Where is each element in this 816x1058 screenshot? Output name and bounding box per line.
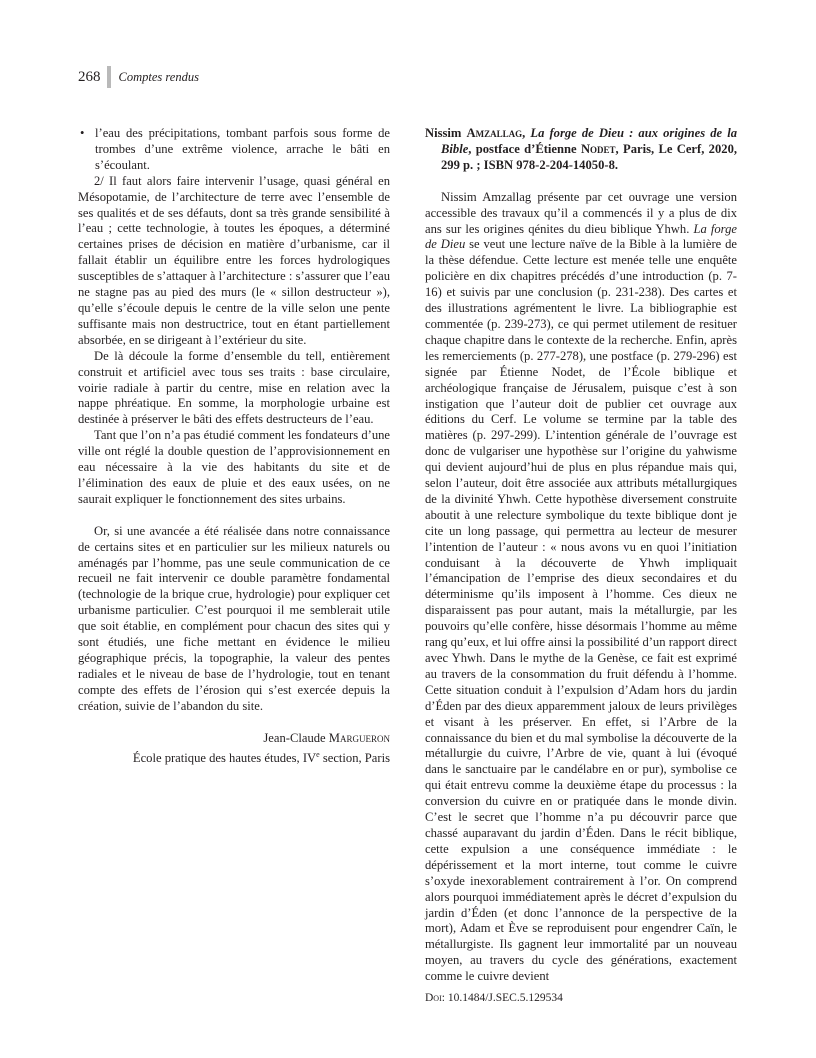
bullet-item [78, 126, 390, 174]
paragraph: 2/ Il faut alors faire intervenir l’usage, quasi général en Mésopotamie, de l’architecture de terre avec l’ensemble de ses qualités et de ses défauts, dont sa très grande sensibilité à l’eau ; cette technologie, à toutes les époques, a déterminé certaines prises de décision en matière d’urbanisme, car il fallait établir un équilibre entre les forces hydrologiques susceptibles de s’attaquer à l’architecture : s’assurer que l’eau ne stagne pas au pied des murs (le « sillon destructeur »), qu’elle s’écoule depuis le centre de la ville selon une pente suffisante mais non destructrice, tout en étant partiellement absorbée, en se dirigeant à l’extérieur du site. [78, 173, 390, 347]
paragraph: Or, si une avancée a été réalisée dans notre connaissance de certains sites et en particulier sur les milieux naturels ou aménagés par l’homme, pas une seule communication de ce recueil ne fait intervenir ce double paramètre fondamental (technologie de la brique crue, hydrologie) pour expliquer cet urbanisme particulier. C’est pourquoi il me semblerait utile que soit établie, en complément pour chacun des sites qui y sont étudiés, une fiche mettant en évidence le milieu géographique précis, la topographie, la valeur des pentes radiales et le niveau de base de l’hydrologie, tout en tenant compte des effets de l’érosion qui s’est exercée depuis la création, suivie de l’abandon du site. [78, 523, 390, 713]
bullet-dot-icon: • [80, 126, 85, 140]
page-number: 268 [78, 68, 101, 85]
left-column [78, 126, 390, 767]
bullet-text: l’eau des précipitations, tombant parfois sous forme de trombes d’une extrême violence, arrache le bâti en s’écoulant. [95, 126, 390, 172]
running-title: Comptes rendus [118, 69, 199, 84]
spacer [78, 508, 390, 524]
spacer [78, 715, 390, 731]
doi-footer: Doi: 10.1484/J.SEC.5.129534 [425, 992, 563, 1004]
header-divider [107, 66, 111, 88]
review-body: Nissim Amzallag présente par cet ouvrage une version accessible des travaux qu’il a commencés il y a plus de dix ans sur les origines qénites du dieu biblique Yhwh. La forge de Dieu se veut une lecture naïve de la Bible à la lumière de la thèse défendue. Cette lecture est menée telle une enquête policière en dix chapitres précédés d’une introduction (p. 7-16) et suivis par une conclusion (p. 231-238). Des cartes et des illustrations agrémentent le livre. La bibliographie est commentée (p. 239-273), ce qui permet utilement de resituer chaque chapitre dans le contexte de la recherche. Enfin, après les remerciements (p. 277-278), une postface (p. 279-296) est signée par Étienne Nodet, de l’École biblique et archéologique française de Jérusalem, puisque c’est à son instigation que l’auteur doit de publier cet ouvrage aux éditions du Cerf. Le volume se termine par la table des matières (p. 297-299). L’intention générale de l’ouvrage est donc de vulgariser une hypothèse sur l’origine du yahwisme qui devient aujourd’hui de plus en plus répandue mais qui, selon l’auteur, doit être associée aux attributs métallurgiques de la divinité Yhwh. Cette hypothèse diversement construite aboutit à une relecture symbolique du texte biblique dont je cite un long passage, qui permettra au lecteur de mesurer l’intention de l’auteur : « nous avons vu en quoi l’initiation conduisant à la découverte de Yhwh impliquait l’émancipation de l’emprise des dieux secondaires et du déterminisme qu’ils imposent à l’homme. Ces dieux ne disparaissent pas pour autant, mais la métallurgie, par les pouvoirs qu’elle confère, hisse désormais l’homme au même rang qu’eux, et lui offre ainsi la possibilité d’un rapport direct avec Yhwh. Dans le mythe de la Genèse, ce fait est exprimé au travers de la consommation du fruit défendu à l’homme. Cette situation conduit à l’expulsion d’Adam hors du jardin d’Éden par des dieux apparemment jaloux de leurs privilèges et visant à les préserver. En effet, si l’Arbre de la connaissance du bien et du mal symbolise la découverte de la métallurgie du cuivre, l’Arbre de vie, quant à lui (évoqué dans le sanctuaire par le candélabre en or pur), symbolise ce qui était entrevu comme la deuxième étape du processus : la conversion du cuivre en or pratiquée dans le monde divin. C’est le secret que l’homme n’a pu découvrir parce que chassé auparavant du jardin d’Éden. Dans le récit biblique, cette expulsion a une conséquence immédiate : le dépérissement et la mort interne, tout comme le cuivre s’oxyde inexorablement contrairement à l’or. On comprend alors pourquoi immédiatement après le décret d’expulsion du jardin d’Éden (et donc l’annonce de la perspective de la mort), Adam et Ève se reproduisent pour engendrer Caïn, le métallurgiste. Ils gagnent leur immortalité par un nouveau moyen, au travers du cycle des générations, exactement comme le cuivre devient [425, 189, 737, 984]
signature-name: Jean-Claude Margueron [263, 730, 390, 745]
book-reference: Nissim Amzallag, La forge de Dieu : aux origines de la Bible, postface d’Étienne Nodet, Paris, Le Cerf, 2020, 299 p. ; ISBN 978-2-204-14050-8. [425, 126, 738, 172]
paragraph: Tant que l’on n’a pas étudié comment les fondateurs d’une ville ont réglé la double question de l’approvisionnement en eau nécessaire à la vie des habitants du site et de l’élimination des eaux de pluie et des eaux usées, on ne saurait expliquer le fonctionnement des sites urbains. [78, 428, 390, 506]
signature-affiliation: École pratique des hautes études, IVe section, Paris [132, 749, 390, 765]
spacer [425, 174, 737, 190]
paragraph: De là découle la forme d’ensemble du tell, entièrement construit et artificiel avec tous ses traits : base circulaire, voirie radiale à partir du centre, mise en relation avec la nappe phréatique. En somme, la morphologie urbaine est destinée à préserver le bâti des effets destructeurs de l’eau. [78, 348, 390, 427]
running-header [78, 66, 199, 88]
right-column [425, 126, 737, 985]
